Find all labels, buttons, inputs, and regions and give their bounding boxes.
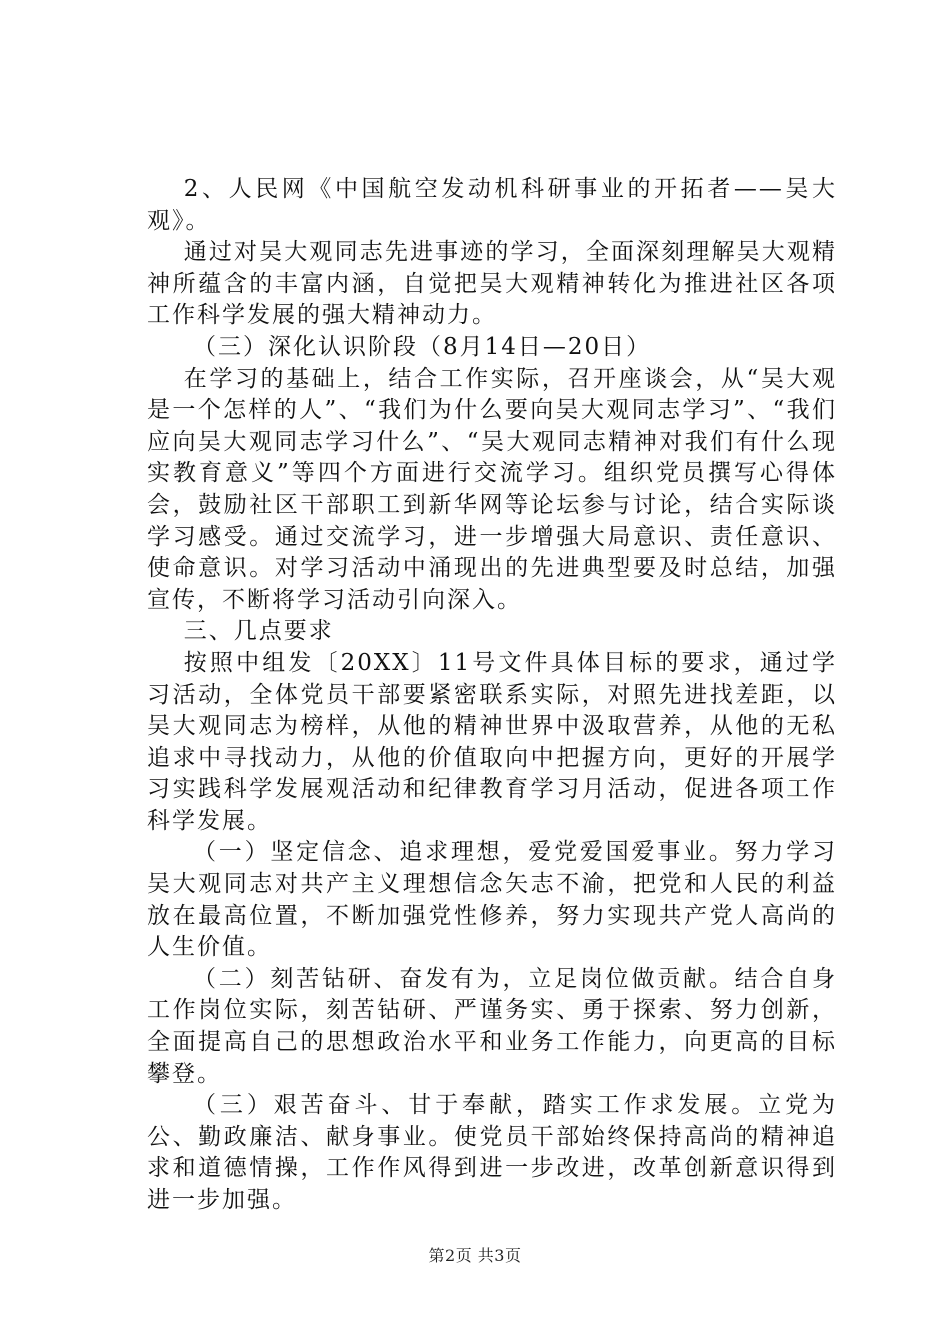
section-heading-deepen-stage: （三）深化认识阶段（8月14日—20日）	[193, 333, 652, 360]
paragraph-reference-item: 2、人民网《中国航空发动机科研事业的开拓者——吴大观》。	[147, 176, 837, 234]
paragraph-requirement-two: （二）刻苦钻研、奋发有为，立足岗位做贡献。结合自身工作岗位实际，刻苦钻研、严谨务实、勇于探索、努力创新，全面提高自己的思想政治水平和业务工作能力，向更高的目标攀登。	[147, 965, 837, 1087]
paragraph-study-purpose: 通过对吴大观同志先进事迹的学习，全面深刻理解吴大观精神所蕴含的丰富内涵，自觉把吴大观精神转化为推进社区各项工作科学发展的强大精神动力。	[147, 239, 837, 329]
paragraph-requirements-intro: 按照中组发〔20XX〕11号文件具体目标的要求，通过学习活动，全体党员干部要紧密联系实际，对照先进找差距，以吴大观同志为榜样，从他的精神世界中汲取营养，从他的无私追求中寻找动力，从他的价值取向中把握方向，更好的开展学习实践科学发展观活动和纪律教育学习月活动，促进各项工作科学发展。	[147, 649, 837, 834]
paragraph-requirement-three: （三）艰苦奋斗、甘于奉献，踏实工作求发展。立党为公、勤政廉洁、献身事业。使党员干部始终保持高尚的精神追求和道德情操，工作作风得到进一步改进，改革创新意识得到进一步加强。	[147, 1092, 837, 1213]
page-number-footer: 第2页 共3页	[428, 1246, 522, 1265]
paragraph-deepen-stage: 在学习的基础上，结合工作实际，召开座谈会，从“吴大观是一个怎样的人”、“我们为什么要向吴大观同志学习”、“我们应向吴大观同志学习什么”、“吴大观同志精神对我们有什么现实教育意义”等四个方面进行交流学习。组织党员撰写心得体会，鼓励社区干部职工到新华网等论坛参与讨论，结合实际谈学习感受。通过交流学习，进一步增强大局意识、责任意识、使命意识。对学习活动中涌现出的先进典型要及时总结，加强宣传，不断将学习活动引向深入。	[147, 365, 837, 613]
section-heading-requirements: 三、几点要求	[183, 618, 334, 645]
paragraph-requirement-one: （一）坚定信念、追求理想，爱党爱国爱事业。努力学习吴大观同志对共产主义理想信念矢志不渝，把党和人民的利益放在最高位置，不断加强党性修养，努力实现共产党人高尚的人生价值。	[147, 839, 837, 961]
document-body	[147, 174, 837, 1217]
